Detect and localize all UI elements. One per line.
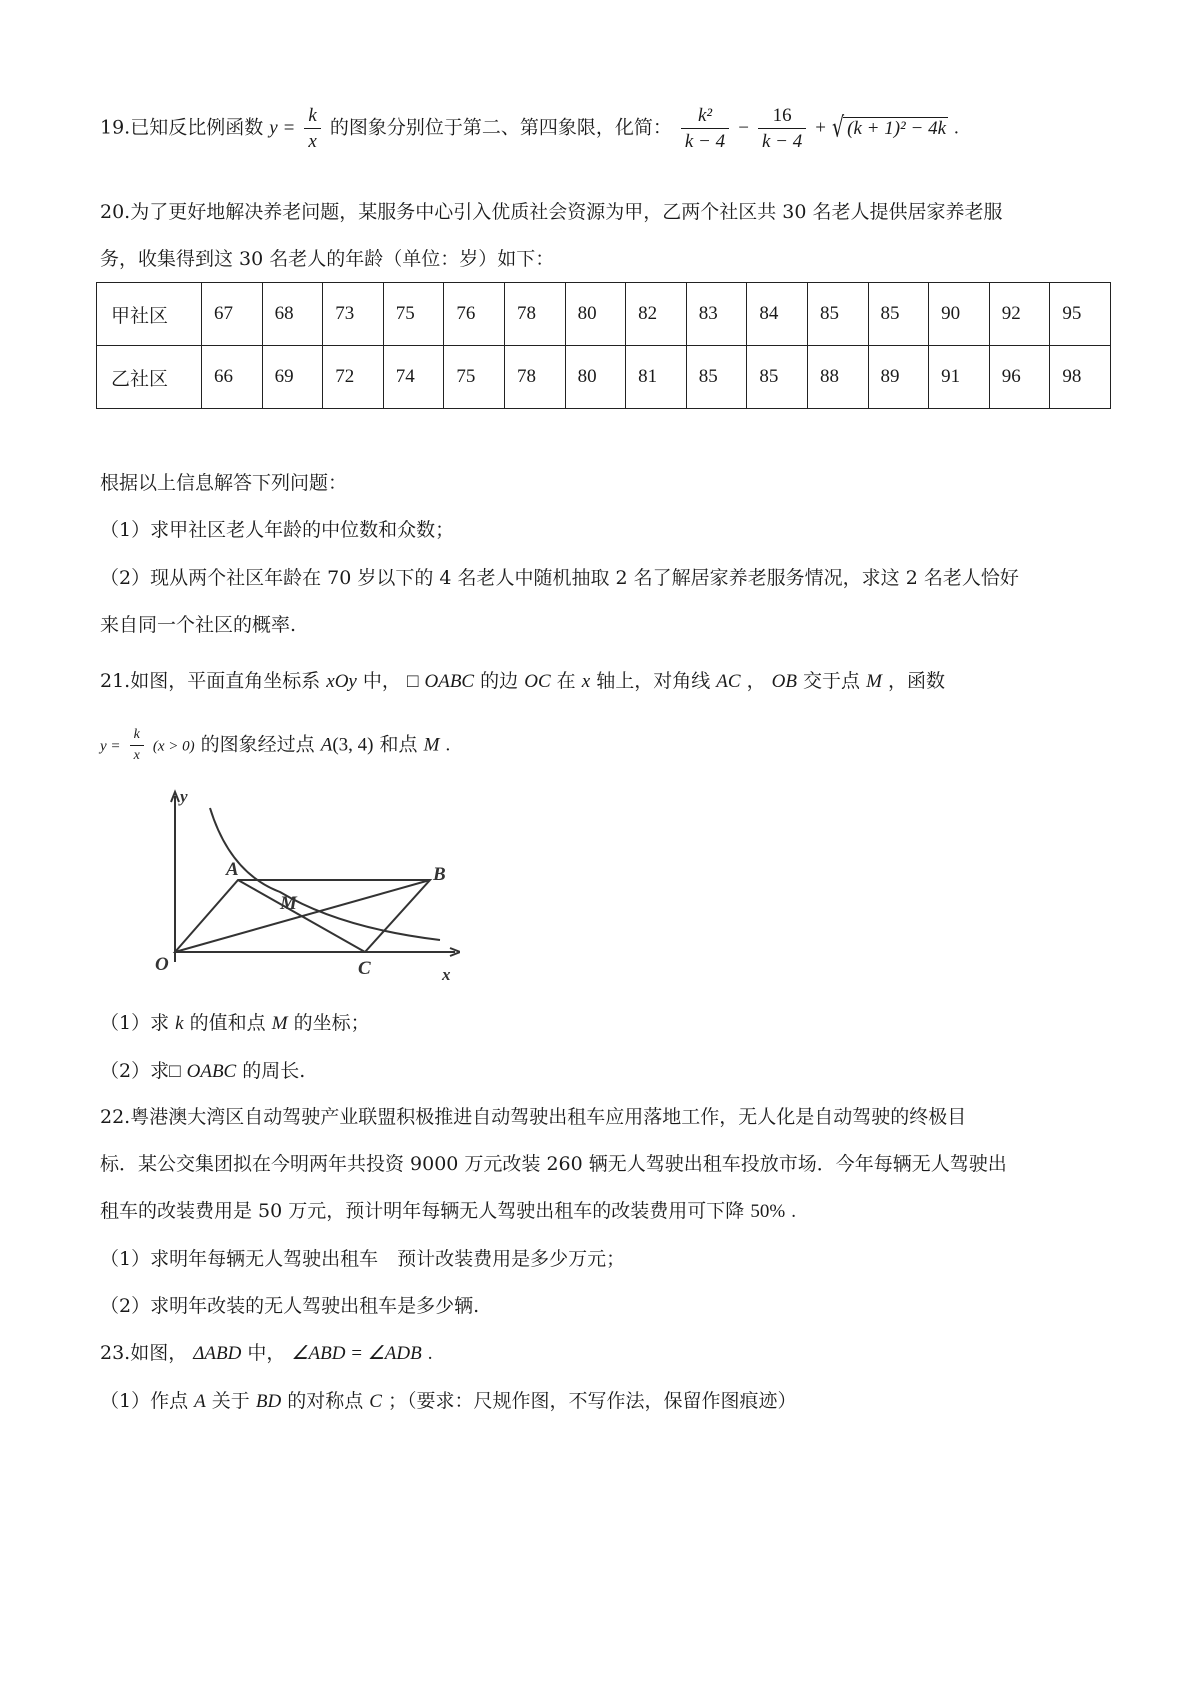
table-row <box>97 283 1111 346</box>
table-cell: 92 <box>989 283 1050 346</box>
q23-s1: 23.如图， <box>100 1342 188 1364</box>
q21-y-eq: y = <box>100 738 121 755</box>
q22-line1: 22.粤港澳大湾区自动驾驶产业联盟积极推进自动驾驶出租车应用落地工作，无人化是自动驾驶的终极目 <box>100 1106 967 1128</box>
q22-line2: 标．某公交集团拟在今明两年共投资 9000 万元改装 260 辆无人驾驶出租车投放市场．今年每辆无人驾驶出 <box>100 1153 1007 1175</box>
q19-k-over-x <box>304 106 320 151</box>
q21-line1 <box>100 672 945 691</box>
q21-s3: 的边 <box>480 670 519 692</box>
q21-frac-num: k <box>130 728 144 746</box>
table-cell: 85 <box>686 346 747 409</box>
parallelogram-symbol: □ <box>169 1061 181 1082</box>
table-cell: 81 <box>626 346 687 409</box>
q21-a-coord: (3, 4) <box>332 734 374 756</box>
q21-p1-pre: （1）求 <box>100 1012 170 1034</box>
q23-part1 <box>100 1392 797 1411</box>
q21-s2: 中， <box>362 670 401 692</box>
q21-end: . <box>445 734 451 756</box>
table-row <box>97 346 1111 409</box>
q20-part1: （1）求甲社区老人年龄的中位数和众数； <box>100 519 455 541</box>
q21-xoy: xOy <box>326 671 357 692</box>
point-c-label: C <box>358 958 371 979</box>
row-label-jia: 甲社区 <box>97 283 202 346</box>
table-cell: 80 <box>565 346 626 409</box>
q22-line3 <box>100 1202 796 1221</box>
table-cell: 68 <box>262 283 323 346</box>
q23-s2: 中， <box>247 1342 286 1364</box>
table-cell: 91 <box>929 346 990 409</box>
q21-k-over-x <box>130 728 144 763</box>
q22-line3a: 租车的改装费用是 50 万元，预计明年每辆无人驾驶出租车的改装费用可下降 <box>100 1200 745 1222</box>
q19-frac-k2 <box>681 106 729 151</box>
q19-km4-a: k − 4 <box>684 131 726 152</box>
q22-line3b: . <box>791 1201 796 1222</box>
point-a-label: A <box>226 859 239 880</box>
q19-line <box>100 106 959 151</box>
q20-line2: 务，收集得到这 30 名老人的年龄（单位：岁）如下： <box>100 248 555 270</box>
q21-m: M <box>866 671 882 692</box>
q21-frac-den: x <box>133 748 140 763</box>
q21-s7: 交于点 <box>803 670 861 692</box>
q23-line1 <box>100 1344 433 1363</box>
y-axis-label: y <box>180 788 188 806</box>
q19-sqrt: √ (k + 1)² − 4k <box>832 111 946 144</box>
q19-km4-b: k − 4 <box>761 131 803 152</box>
q21-s4: 在 <box>556 670 576 692</box>
q21-s10: 和点 <box>379 733 418 756</box>
table-cell: 76 <box>444 283 505 346</box>
q21-m2: M <box>423 734 440 756</box>
q21-p1-m: M <box>271 1013 288 1034</box>
q21-oabc: OABC <box>424 671 475 692</box>
q21-s8: ，函数 <box>887 670 945 692</box>
q20-part2b: 来自同一个社区的概率. <box>100 614 297 636</box>
q19-frac-num: k <box>304 106 320 129</box>
q20-line1: 20.为了更好地解决养老问题，某服务中心引入优质社会资源为甲，乙两个社区共 30 名老人提供居家养老服 <box>100 201 1003 223</box>
table-cell: 82 <box>626 283 687 346</box>
q21-s5: 轴上，对角线 <box>596 670 711 692</box>
q21-p1-post: 的坐标； <box>293 1012 370 1034</box>
table-cell: 89 <box>868 346 929 409</box>
q19-frac-16 <box>758 106 806 151</box>
table-cell: 90 <box>929 283 990 346</box>
row-label-yi: 乙社区 <box>97 346 202 409</box>
q19-minus: − <box>738 117 749 139</box>
table-cell: 95 <box>1050 283 1111 346</box>
q23-bd: BD <box>255 1391 282 1412</box>
q21-p1-k: k <box>175 1013 184 1034</box>
q23-tri: ΔABD <box>193 1343 242 1364</box>
table-cell: 67 <box>202 283 263 346</box>
q19-end: . <box>954 117 959 139</box>
q19-y-eq: y = <box>269 117 296 139</box>
q19-plus: + <box>815 117 826 139</box>
q20-part2a: （2）现从两个社区年龄在 70 岁以下的 4 名老人中随机抽取 2 名了解居家养老服务情况，求这 2 名老人恰好 <box>100 567 1019 589</box>
q21-s9: 的图象经过点 <box>200 733 315 756</box>
table-cell: 85 <box>807 283 868 346</box>
q22-part1: （1）求明年每辆无人驾驶出租车 预计改装费用是多少万元； <box>100 1248 626 1270</box>
x-axis-label: x <box>442 965 451 984</box>
parallelogram-figure <box>130 788 460 988</box>
q21-a: A <box>320 734 333 756</box>
q22-pct: 50% <box>750 1201 786 1222</box>
q19-k2: k² <box>681 106 729 129</box>
table-cell: 96 <box>989 346 1050 409</box>
parallelogram-symbol: □ <box>406 671 419 692</box>
q20-intro: 根据以上信息解答下列问题： <box>100 472 348 494</box>
table-cell: 88 <box>807 346 868 409</box>
q21-ac: AC <box>716 671 741 692</box>
table-cell: 72 <box>323 346 384 409</box>
point-o-label: O <box>155 954 169 975</box>
q21-x: x <box>581 671 591 692</box>
table-cell: 98 <box>1050 346 1111 409</box>
table-cell: 75 <box>444 346 505 409</box>
q23-angles: ∠ABD = ∠ADB <box>291 1343 422 1364</box>
q23-a: A <box>194 1391 206 1412</box>
q23-p1-pre: （1）作点 <box>100 1390 189 1412</box>
q21-s6: ， <box>746 670 766 692</box>
table-cell: 85 <box>747 346 808 409</box>
q19-frac-den: x <box>308 131 317 152</box>
q21-part2 <box>100 1062 305 1081</box>
q21-p1-mid: 的值和点 <box>189 1012 266 1034</box>
q21-p2-oabc: OABC <box>186 1061 237 1082</box>
table-cell: 66 <box>202 346 263 409</box>
table-cell: 84 <box>747 283 808 346</box>
q22-part2: （2）求明年改装的无人驾驶出租车是多少辆. <box>100 1295 480 1317</box>
q23-p1-mid: 关于 <box>211 1390 250 1412</box>
table-cell: 83 <box>686 283 747 346</box>
q19-16: 16 <box>758 106 806 129</box>
table-cell: 85 <box>868 283 929 346</box>
q21-part1 <box>100 1014 370 1033</box>
table-cell: 73 <box>323 283 384 346</box>
q21-domain: (x > 0) <box>152 738 195 755</box>
q21-s1: 21.如图，平面直角坐标系 <box>100 670 321 692</box>
hyperbola-curve <box>210 808 440 940</box>
q21-oc: OC <box>524 671 551 692</box>
q19-mid: 的图象分别位于第二、第四象限，化简： <box>329 116 672 139</box>
q23-c: C <box>369 1391 382 1412</box>
table-cell: 75 <box>383 283 444 346</box>
q23-p1-post: ；（要求：尺规作图，不写作法，保留作图痕迹） <box>388 1390 797 1412</box>
table-cell: 69 <box>262 346 323 409</box>
age-table <box>96 282 1111 409</box>
q21-p2-pre: （2）求 <box>100 1060 170 1082</box>
q21-line2 <box>100 728 450 763</box>
q21-p2-post: 的周长. <box>242 1060 306 1082</box>
q23-end: . <box>427 1343 433 1364</box>
q23-p1-mid2: 的对称点 <box>287 1390 364 1412</box>
table-cell: 78 <box>504 346 565 409</box>
q19-sqrt-body: (k + 1)² − 4k <box>843 117 948 138</box>
q19-prefix: 19.已知反比例函数 <box>100 116 264 139</box>
q21-ob: OB <box>771 671 797 692</box>
point-b-label: B <box>433 864 446 885</box>
table-cell: 80 <box>565 283 626 346</box>
point-m-label: M <box>280 893 297 914</box>
diagonal-ac <box>238 880 365 952</box>
table-cell: 78 <box>504 283 565 346</box>
table-cell: 74 <box>383 346 444 409</box>
